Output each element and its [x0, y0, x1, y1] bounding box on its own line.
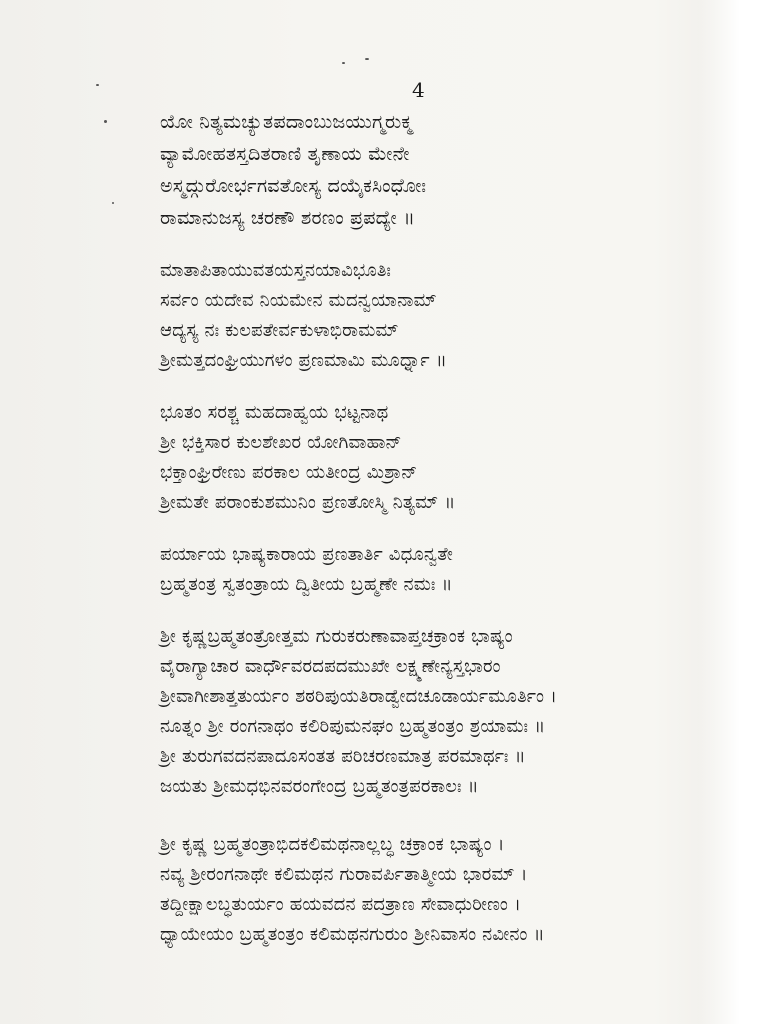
verse-line: ಬ್ರಹ್ಮತಂತ್ರ ಸ್ವತಂತ್ರಾಯ ದ್ವಿತೀಯ ಬ್ರಹ್ಮಣೇ ನಮಃ ॥ — [160, 574, 453, 595]
stanza-5 — [160, 622, 660, 802]
verse-line: ನೂತ್ನಂ ಶ್ರೀ ರಂಗನಾಥಂ ಕಲಿರಿಪುಮನಘಂ ಬ್ರಹ್ಮತಂತ್ರಂ ಶ್ರಯಾಮಃ ॥ — [160, 716, 546, 737]
verse-line: ತದ್ದೀಕ್ಷಾಲಬ್ಧತುರ್ಯಂ ಹಯವದನ ಪದತ್ರಾಣ ಸೇವಾಧುರೀಣಂ । — [160, 894, 522, 915]
verse-line: ವ್ಯಾಮೋಹತಸ್ತದಿತರಾಣಿ ತೃಣಾಯ ಮೇನೇ — [160, 143, 410, 165]
page-edge-highlight — [698, 0, 768, 1024]
stanza-3 — [160, 398, 660, 518]
stanza-4 — [160, 540, 660, 600]
verse-line: ವೈರಾಗ್ಯಾಚಾರ ವಾರ್ಧೌವರದಪದಮುಖೇ ಲಕ್ಷ್ಮಣೇನ್ಯಸ್ತಭಾರಂ — [160, 656, 501, 677]
verse-line: ಅಸ್ಮದ್ಗುರೋರ್ಭಗವತೋಸ್ಯ ದಯೈಕಸಿಂಧೋಃ — [160, 175, 427, 197]
scan-speck — [112, 202, 114, 204]
verse-line: ಪರ್ಯಾಯ ಭಾಷ್ಯಕಾರಾಯ ಪ್ರಣತಾರ್ತಿ ವಿಧೂನ್ವತೇ — [160, 544, 453, 565]
verses-block — [160, 106, 660, 972]
scan-speck — [342, 62, 345, 64]
stanza-6 — [160, 830, 660, 950]
verse-line: ಯೋ ನಿತ್ಯಮಚ್ಯುತಪದಾಂಬುಜಯುಗ್ಮರುಕ್ಮ — [160, 111, 413, 133]
scan-speck — [365, 58, 369, 60]
verse-line: ಧ್ಯಾಯೇಯಂ ಬ್ರಹ್ಮತಂತ್ರಂ ಕಲಿಮಥನಗುರುಂ ಶ್ರೀನಿವಾಸಂ ನವೀನಂ ॥ — [160, 924, 545, 945]
verse-line: ಶ್ರೀ ಕೃಷ್ಣಬ್ರಹ್ಮತಂತ್ರೋತ್ತಮ ಗುರುಕರುಣಾವಾಪ್ತಚಕ್ರಾಂಕ ಭಾಷ್ಯಂ — [160, 626, 513, 647]
page-number: 4 — [412, 78, 425, 102]
verse-line: ಆದ್ಯಸ್ಯ ನಃ ಕುಲಪತೇರ್ವಕುಳಾಭಿರಾಮಮ್ — [160, 320, 399, 341]
verse-line: ಸರ್ವಂ ಯದೇವ ನಿಯಮೇನ ಮದನ್ವಯಾನಾಮ್ — [160, 290, 437, 311]
verse-line: ಶ್ರೀ ಭಕ್ತಿಸಾರ ಕುಲಶೇಖರ ಯೋಗಿವಾಹಾನ್ — [160, 432, 402, 453]
verse-line: ಶ್ರೀಮತೇ ಪರಾಂಕುಶಮುನಿಂ ಪ್ರಣತೋಸ್ಮಿ ನಿತ್ಯಮ್ ॥ — [160, 492, 456, 513]
verse-line: ಜಯತು ಶ್ರೀಮಧಭಿನವರಂಗೇಂದ್ರ ಬ್ರಹ್ಮತಂತ್ರಪರಕಾಲಃ ॥ — [160, 776, 479, 797]
verse-line: ಶ್ರೀ ತುರುಗವದನಪಾದೂಸಂತತ ಪರಿಚರಣಮಾತ್ರ ಪರಮಾರ್ಥಃ ॥ — [160, 746, 526, 767]
stanza-1 — [160, 106, 660, 234]
verse-line: ಭಕ್ತಾಂಘ್ರಿರೇಣು ಪರಕಾಲ ಯತೀಂದ್ರ ಮಿಶ್ರಾನ್ — [160, 462, 418, 483]
verse-line: ಶ್ರೀವಾಗೀಶಾತ್ತತುರ್ಯಂ ಶಠರಿಪುಯತಿರಾಡ್ವೇದಚೂಡಾರ್ಯಮೂರ್ತಿಂ । — [160, 686, 558, 707]
verse-line: ರಾಮಾನುಜಸ್ಯ ಚರಣೌ ಶರಣಂ ಪ್ರಪದ್ಯೇ ॥ — [160, 207, 416, 229]
verse-line: ಶ್ರೀ ಕೃಷ್ಣ ಬ್ರಹ್ಮತಂತ್ರಾಭಿದಕಲಿಮಥನಾಲ್ಲಬ್ಧ ಚಕ್ರಾಂಕ ಭಾಷ್ಯಂ । — [160, 834, 505, 855]
verse-line: ಭೂತಂ ಸರಶ್ಚ ಮಹದಾಹ್ವಯ ಭಟ್ಟನಾಥ — [160, 402, 389, 423]
verse-line: ಮಾತಾಪಿತಾಯುವತಯಸ್ತನಯಾವಿಭೂತಿಃ — [160, 260, 392, 281]
verse-line: ನವ್ಯ ಶ್ರೀರಂಗನಾಥೇ ಕಲಿಮಥನ ಗುರಾವರ್ಪಿತಾತ್ಮೀಯ ಭಾರಮ್ । — [160, 864, 528, 885]
verse-line: ಶ್ರೀಮತ್ತದಂಘ್ರಿಯುಗಳಂ ಪ್ರಣಮಾಮಿ ಮೂರ್ಧ್ನಾ ॥ — [160, 350, 447, 371]
scan-speck — [96, 84, 99, 86]
scan-speck — [104, 120, 107, 123]
stanza-2 — [160, 256, 660, 376]
